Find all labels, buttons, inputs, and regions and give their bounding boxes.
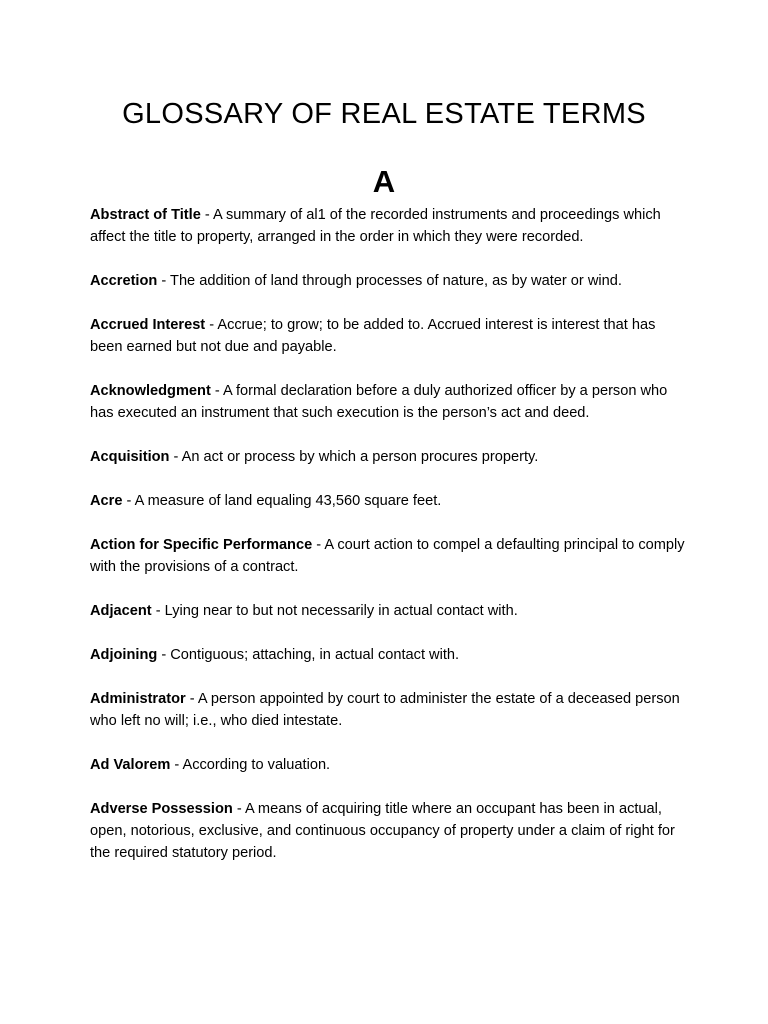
glossary-term: Accrued Interest <box>90 317 206 333</box>
glossary-entry <box>90 380 690 424</box>
term-separator: - <box>205 317 218 333</box>
glossary-entry <box>90 798 690 864</box>
glossary-term: Action for Specific Performance <box>90 537 313 553</box>
term-separator: - <box>122 493 135 509</box>
glossary-definition: A person appointed by court to administer the estate of a deceased person who left no will; i.e., who died intestate. <box>90 691 680 729</box>
glossary-term: Ad Valorem <box>90 757 171 773</box>
glossary-term: Acquisition <box>90 449 170 465</box>
glossary-term: Adverse Possession <box>90 801 233 817</box>
term-separator: - <box>232 801 245 817</box>
glossary-definition: A measure of land equaling 43,560 square feet. <box>134 493 442 509</box>
glossary-definition: A formal declaration before a duly authorized officer by a person who has executed an instrument that such execution is the person’s act and deed. <box>90 383 668 421</box>
glossary-definition: A court action to compel a defaulting principal to comply with the provisions of a contract. <box>90 537 685 575</box>
glossary-definition: A summary of al1 of the recorded instruments and proceedings which affect the title to property, arranged in the order in which they were recorded. <box>90 207 661 245</box>
glossary-definition: Lying near to but not necessarily in actual contact with. <box>164 603 518 619</box>
glossary-entry <box>90 600 690 622</box>
glossary-definition: A means of acquiring title where an occupant has been in actual, open, notorious, exclusive, and continuous occupancy of property under a claim of right for the required statutory period. <box>90 801 675 861</box>
term-separator: - <box>170 757 183 773</box>
glossary-entry <box>90 644 690 666</box>
term-separator: - <box>157 647 171 663</box>
term-separator: - <box>185 691 198 707</box>
glossary-entry <box>90 534 690 578</box>
glossary-entry <box>90 446 690 468</box>
glossary-definition: The addition of land through processes of nature, as by water or wind. <box>170 273 622 289</box>
term-separator: - <box>200 207 213 223</box>
glossary-entries <box>90 204 690 886</box>
glossary-definition: Accrue; to grow; to be added to. Accrued interest is interest that has been earned but not due and payable. <box>90 317 656 355</box>
term-separator: - <box>157 273 171 289</box>
glossary-term: Acre <box>90 493 123 509</box>
glossary-term: Acknowledgment <box>90 383 211 399</box>
term-separator: - <box>151 603 165 619</box>
glossary-term: Accretion <box>90 273 158 289</box>
glossary-term: Adjoining <box>90 647 158 663</box>
glossary-definition: Contiguous; attaching, in actual contact with. <box>170 647 460 663</box>
term-separator: - <box>312 537 325 553</box>
glossary-entry <box>90 270 690 292</box>
glossary-definition: An act or process by which a person procures property. <box>181 449 539 465</box>
glossary-entry <box>90 490 690 512</box>
glossary-term: Abstract of Title <box>90 207 201 223</box>
glossary-entry <box>90 314 690 358</box>
term-separator: - <box>210 383 223 399</box>
glossary-entry <box>90 754 690 776</box>
term-separator: - <box>169 449 182 465</box>
glossary-term: Adjacent <box>90 603 152 619</box>
glossary-entry <box>90 204 690 248</box>
glossary-definition: According to valuation. <box>182 757 331 773</box>
section-letter-heading: A <box>372 164 396 199</box>
document-title: GLOSSARY OF REAL ESTATE TERMS <box>122 98 646 130</box>
glossary-entry <box>90 688 690 732</box>
glossary-term: Administrator <box>90 691 186 707</box>
